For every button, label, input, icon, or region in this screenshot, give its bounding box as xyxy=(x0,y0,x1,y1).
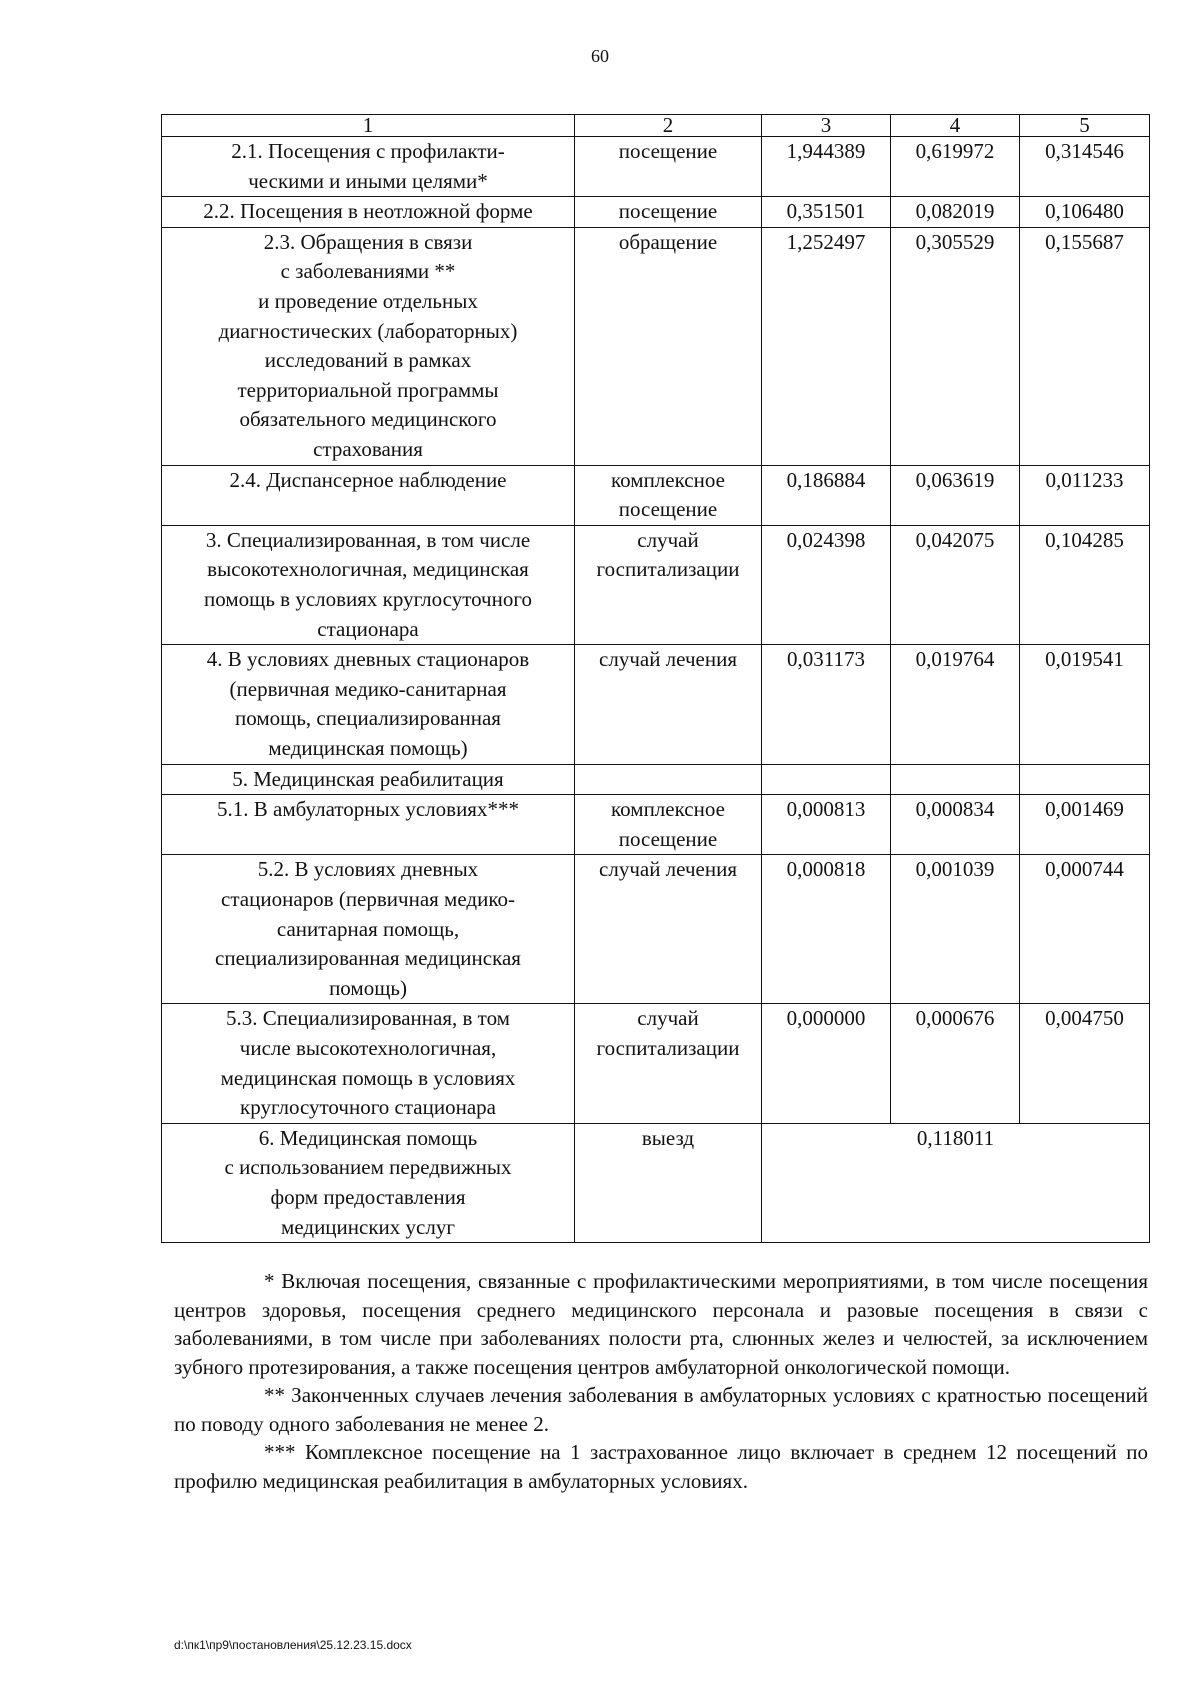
value-cell-col5: 0,106480 xyxy=(1020,197,1150,228)
row-name-cell: 5.3. Специализированная, в том числе высокотехнологичная, медицинская помощь в условиях круглосуточного стационара xyxy=(162,1004,575,1123)
value-cell-col3: 0,000000 xyxy=(762,1004,891,1123)
value-cell-col5: 0,001469 xyxy=(1020,795,1150,855)
unit-cell: случай лечения xyxy=(575,855,762,1004)
value-cell-col4: 0,042075 xyxy=(891,525,1020,644)
row-name-cell: 2.4. Диспансерное наблюдение xyxy=(162,465,575,525)
footnote: ** Законченных случаев лечения заболевания в амбулаторных условиях с кратностью посещений по поводу одного заболевания не менее 2. xyxy=(174,1383,1148,1436)
file-path-footer: d:\пк1\пр9\постановления\25.12.23.15.docx xyxy=(174,1638,412,1652)
row-name-cell: 6. Медицинская помощь с использованием передвижных форм предоставления медицинских услуг xyxy=(162,1123,575,1242)
value-cell-col4 xyxy=(891,764,1020,795)
table-row xyxy=(162,645,1150,764)
unit-cell: посещение xyxy=(575,197,762,228)
value-cell-col4: 0,082019 xyxy=(891,197,1020,228)
value-cell-col3: 0,024398 xyxy=(762,525,891,644)
value-cell-col5: 0,004750 xyxy=(1020,1004,1150,1123)
value-cell-col3: 0,031173 xyxy=(762,645,891,764)
value-cell-col3: 1,944389 xyxy=(762,137,891,197)
value-cell-col5: 0,155687 xyxy=(1020,227,1150,465)
unit-cell: обращение xyxy=(575,227,762,465)
merged-value-cell: 0,118011 xyxy=(762,1123,1150,1242)
header-cell: 5 xyxy=(1020,115,1150,137)
table-row xyxy=(162,1123,1150,1242)
table-row xyxy=(162,525,1150,644)
table-row xyxy=(162,137,1150,197)
value-cell-col5: 0,104285 xyxy=(1020,525,1150,644)
header-cell: 1 xyxy=(162,115,575,137)
unit-cell: комплексное посещение xyxy=(575,465,762,525)
row-name-cell: 5. Медицинская реабилитация xyxy=(162,764,575,795)
value-cell-col4: 0,001039 xyxy=(891,855,1020,1004)
footnotes xyxy=(174,1267,1148,1495)
row-name-cell: 2.2. Посещения в неотложной форме xyxy=(162,197,575,228)
value-cell-col4: 0,000676 xyxy=(891,1004,1020,1123)
table-row xyxy=(162,465,1150,525)
header-cell: 2 xyxy=(575,115,762,137)
value-cell-col3 xyxy=(762,764,891,795)
value-cell-col4: 0,019764 xyxy=(891,645,1020,764)
table-row xyxy=(162,855,1150,1004)
row-name-cell: 5.1. В амбулаторных условиях*** xyxy=(162,795,575,855)
indicators-table xyxy=(161,114,1150,1243)
table-row xyxy=(162,764,1150,795)
row-name-cell: 2.3. Обращения в связи с заболеваниями ** и проведение отдельных диагностических (лабораторных) исследований в рамках территориальной программы обязательного медицинского страхования xyxy=(162,227,575,465)
value-cell-col3: 0,000813 xyxy=(762,795,891,855)
value-cell-col5: 0,314546 xyxy=(1020,137,1150,197)
value-cell-col3: 1,252497 xyxy=(762,227,891,465)
table-row xyxy=(162,227,1150,465)
value-cell-col5: 0,019541 xyxy=(1020,645,1150,764)
row-name-cell: 2.1. Посещения с профилакти- ческими и иными целями* xyxy=(162,137,575,197)
value-cell-col3: 0,000818 xyxy=(762,855,891,1004)
unit-cell: комплексное посещение xyxy=(575,795,762,855)
table-header-row xyxy=(162,115,1150,137)
table-row xyxy=(162,1004,1150,1123)
row-name-cell: 4. В условиях дневных стационаров (первичная медико-санитарная помощь, специализированная медицинская помощь) xyxy=(162,645,575,764)
value-cell-col3: 0,186884 xyxy=(762,465,891,525)
unit-cell: случай лечения xyxy=(575,645,762,764)
table-row xyxy=(162,197,1150,228)
header-cell: 3 xyxy=(762,115,891,137)
value-cell-col4: 0,305529 xyxy=(891,227,1020,465)
value-cell-col4: 0,619972 xyxy=(891,137,1020,197)
value-cell-col4: 0,063619 xyxy=(891,465,1020,525)
unit-cell: случай госпитализации xyxy=(575,525,762,644)
unit-cell: случай госпитализации xyxy=(575,1004,762,1123)
value-cell-col5: 0,000744 xyxy=(1020,855,1150,1004)
row-name-cell: 3. Специализированная, в том числе высокотехнологичная, медицинская помощь в условиях круглосуточного стационара xyxy=(162,525,575,644)
row-name-cell: 5.2. В условиях дневных стационаров (первичная медико- санитарная помощь, специализированная медицинская помощь) xyxy=(162,855,575,1004)
unit-cell xyxy=(575,764,762,795)
value-cell-col3: 0,351501 xyxy=(762,197,891,228)
footnote: *** Комплексное посещение на 1 застрахованное лицо включает в среднем 12 посещений по профилю медицинская реабилитация в амбулаторных условиях. xyxy=(174,1440,1148,1493)
unit-cell: посещение xyxy=(575,137,762,197)
table-row xyxy=(162,795,1150,855)
value-cell-col5: 0,011233 xyxy=(1020,465,1150,525)
unit-cell: выезд xyxy=(575,1123,762,1242)
header-cell: 4 xyxy=(891,115,1020,137)
value-cell-col4: 0,000834 xyxy=(891,795,1020,855)
page-number: 60 xyxy=(591,46,609,66)
value-cell-col5 xyxy=(1020,764,1150,795)
footnote: * Включая посещения, связанные с профилактическими мероприятиями, в том числе посещения центров здоровья, посещения среднего медицинского персонала и разовые посещения в связи с заболеваниями, в том числе при заболеваниях полости рта, слюнных желез и челюстей, за исключением зубного протезирования, а также посещения центров амбулаторной онкологической помощи. xyxy=(174,1269,1148,1379)
